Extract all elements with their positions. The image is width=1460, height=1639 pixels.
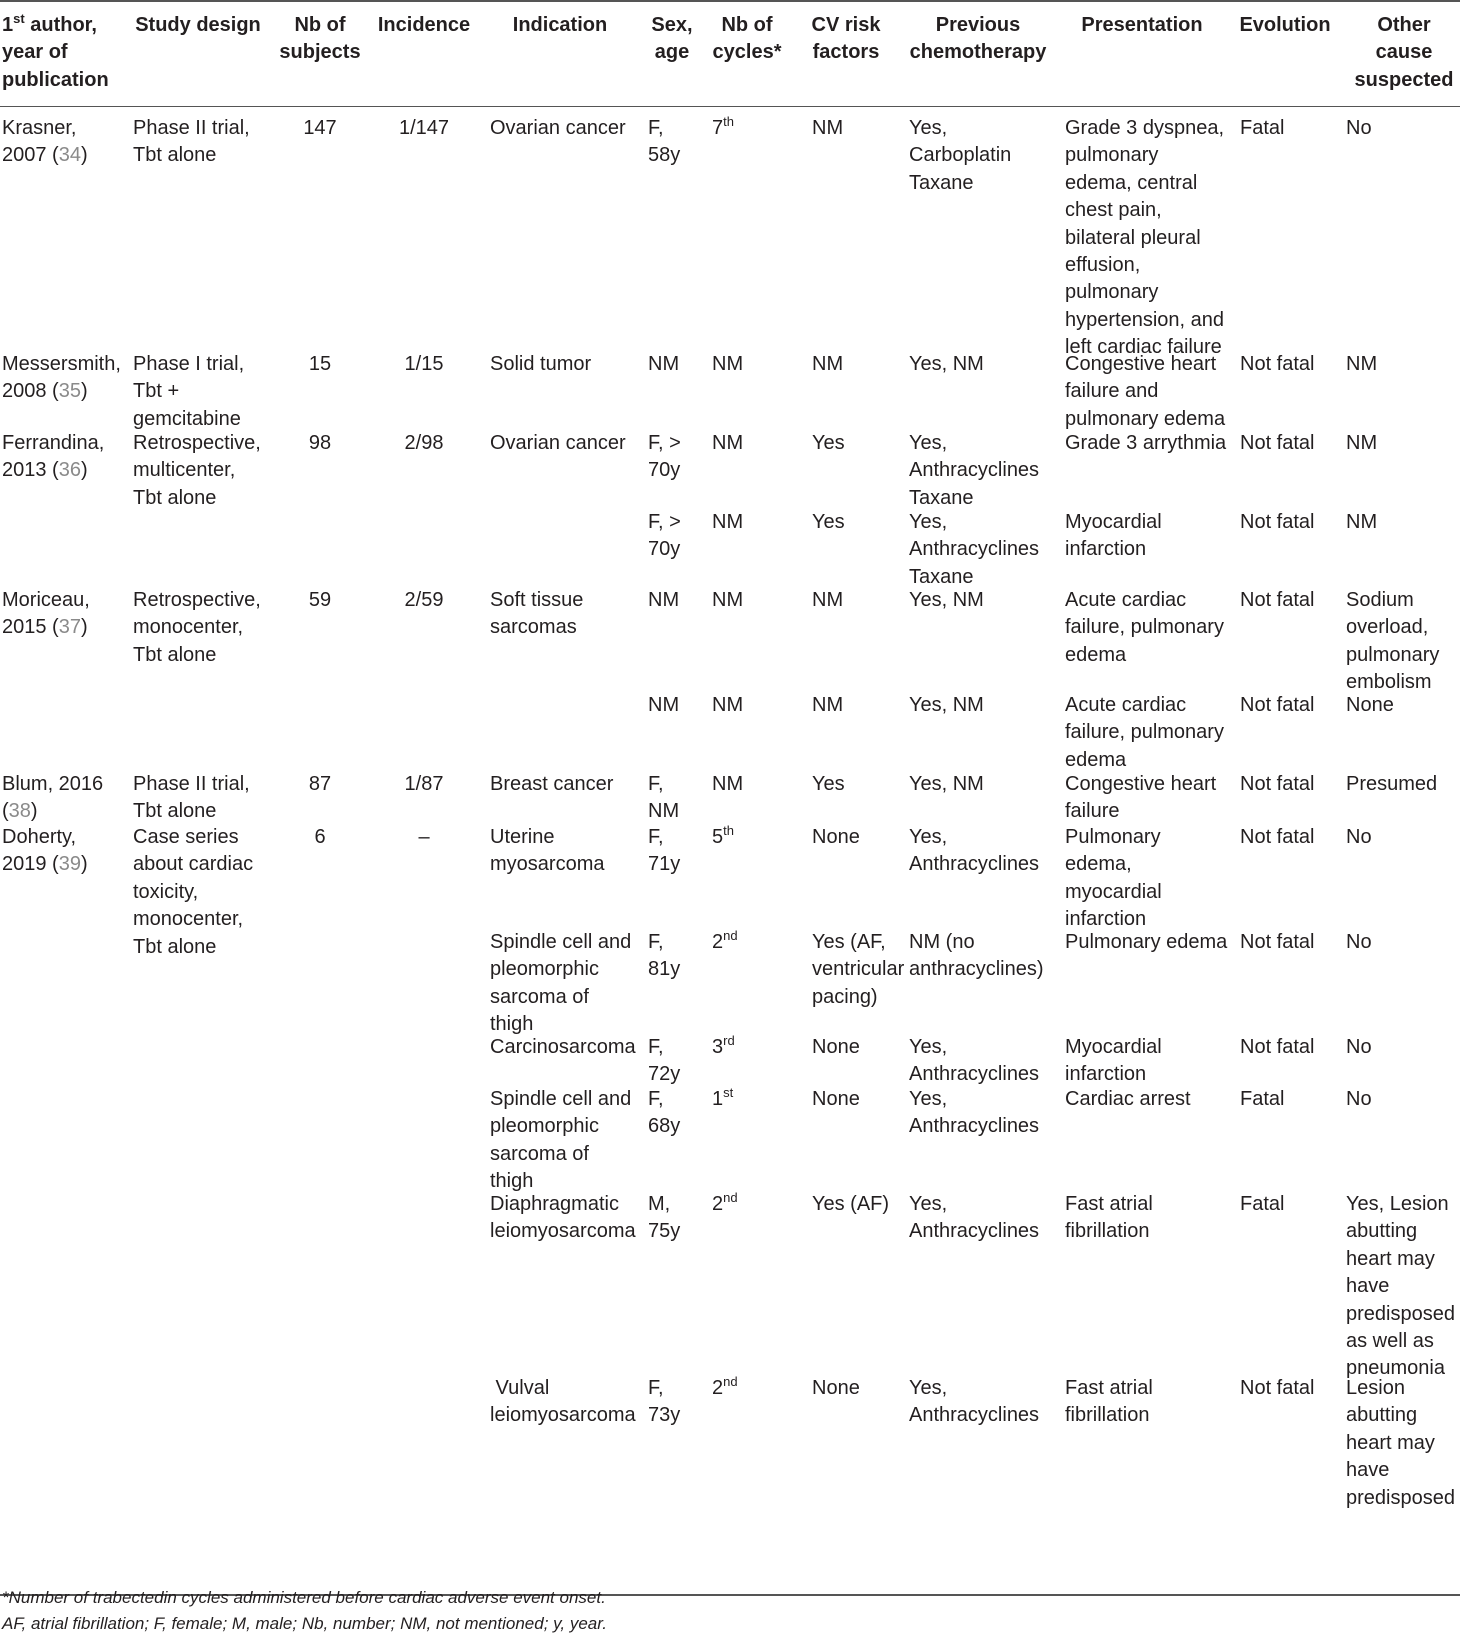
header-evolution: Evolution [1239,14,1331,36]
case-evolution: Not fatal [1240,826,1315,848]
case-sex: F, NM [648,773,680,823]
case-evolution: Not fatal [1240,694,1315,716]
case-cv: NM [812,353,844,375]
case-other: No [1346,931,1372,953]
case-cv: None [812,1088,860,1110]
case-cycles: 2nd [712,928,738,953]
case-cycles: NM [712,694,744,716]
header-indication: Indication [512,14,608,36]
case-cycles: NM [712,589,744,611]
case-cv: Yes (AF, ventricular pacing) [812,931,905,1008]
case-other: No [1346,117,1372,139]
case-evolution: Fatal [1240,117,1285,139]
case-sex: F, 68y [648,1088,681,1138]
case-chemo: Yes, Carboplatin Taxane [909,117,1012,194]
case-chemo: Yes, Anthracyclines [909,826,1040,876]
case-other: Presumed [1346,773,1438,795]
study-author: Ferrandina, 2013 (36) [2,432,105,482]
header-design: Study design [135,14,261,36]
case-cv: Yes (AF) [812,1193,890,1215]
case-sex: M, 75y [648,1193,681,1243]
study-incidence: 2/98 [404,432,444,454]
case-other: No [1346,1036,1372,1058]
case-evolution: Not fatal [1240,511,1315,533]
case-other: Lesion abutting heart may have predisposed [1346,1377,1455,1509]
case-other: Sodium overload, pulmonary embolism [1346,589,1440,694]
case-chemo: Yes, Anthracyclines Taxane [909,432,1040,509]
case-cycles: 7th [712,114,734,139]
case-chemo: Yes, NM [909,694,984,716]
case-presentation: Fast atrial fibrillation [1065,1377,1153,1427]
study-design: Case series about cardiac toxicity, monocenter, Tbt alone [133,826,254,958]
case-indication: Ovarian cancer [490,432,626,454]
case-indication: Soft tissue sarcomas [490,589,584,639]
reference-link[interactable]: 34 [58,144,81,167]
case-presentation: Congestive heart failure and pulmonary edema [1065,353,1226,430]
case-evolution: Not fatal [1240,353,1315,375]
case-presentation: Myocardial infarction [1065,511,1162,561]
case-evolution: Fatal [1240,1193,1285,1215]
case-cycles: 2nd [712,1190,738,1215]
case-other: No [1346,826,1372,848]
study-subjects: 87 [308,773,332,795]
case-cv: None [812,1036,860,1058]
case-cycles: 5th [712,823,734,848]
case-chemo: Yes, NM [909,353,984,375]
case-evolution: Not fatal [1240,1377,1315,1399]
study-incidence: – [418,826,430,848]
case-indication: Carcinosarcoma [490,1036,636,1058]
reference-link[interactable]: 39 [58,853,81,876]
footnote-cycles: *Number of trabectedin cycles administered before cardiac adverse event onset. [2,1588,606,1607]
case-presentation: Grade 3 dyspnea, pulmonary edema, central chest pain, bilateral pleural effusion, pulmonary hypertension, and left cardiac failure [1065,117,1225,359]
case-chemo: Yes, NM [909,589,984,611]
case-presentation: Pulmonary edema [1065,931,1228,953]
case-cv: Yes [812,511,845,533]
header-presentation: Presentation [1081,14,1203,36]
case-sex: F, > 70y [648,511,681,561]
case-sex: NM [648,353,680,375]
case-chemo: Yes, Anthracyclines [909,1088,1040,1138]
case-cv: Yes [812,432,845,454]
case-evolution: Not fatal [1240,1036,1315,1058]
case-presentation: Myocardial infarction [1065,1036,1162,1086]
case-chemo: NM (no anthracyclines) [909,931,1044,981]
study-subjects: 59 [308,589,332,611]
case-sex: F, 71y [648,826,681,876]
case-cycles: NM [712,773,744,795]
case-evolution: Not fatal [1240,589,1315,611]
header-subjects: Nb of subjects [279,14,361,64]
case-sex: F, 81y [648,931,681,981]
case-presentation: Acute cardiac failure, pulmonary edema [1065,694,1224,771]
header-cv: CV risk factors [811,14,881,64]
study-design: Retrospective, monocenter, Tbt alone [133,589,261,666]
case-sex: F, > 70y [648,432,681,482]
study-incidence: 2/59 [404,589,444,611]
case-other: No [1346,1088,1372,1110]
study-incidence: 1/147 [398,117,450,139]
case-evolution: Fatal [1240,1088,1285,1110]
study-author: Krasner, 2007 (34) [2,117,88,167]
case-other: NM [1346,353,1378,375]
study-incidence: 1/87 [404,773,444,795]
case-indication: Solid tumor [490,353,592,375]
case-cv: NM [812,589,844,611]
case-sex: F, 73y [648,1377,681,1427]
case-evolution: Not fatal [1240,931,1315,953]
case-chemo: Yes, Anthracyclines [909,1193,1040,1243]
study-incidence: 1/15 [404,353,444,375]
case-indication: Uterine myosarcoma [490,826,605,876]
case-indication: Diaphragmatic leiomyosarcoma [490,1193,636,1243]
case-presentation: Fast atrial fibrillation [1065,1193,1153,1243]
study-design: Phase II trial, Tbt alone [133,773,250,823]
case-evolution: Not fatal [1240,773,1315,795]
case-sex: NM [648,589,680,611]
study-design: Phase I trial, Tbt + gemcitabine [133,353,245,430]
case-indication: Vulval leiomyosarcoma [490,1377,636,1427]
case-presentation: Grade 3 arrythmia [1065,432,1227,454]
study-author: Doherty, 2019 (39) [2,826,88,876]
case-other: None [1346,694,1394,716]
case-cv: None [812,1377,860,1399]
footnote-abbreviations: AF, atrial fibrillation; F, female; M, male; Nb, number; NM, not mentioned; y, year. [2,1614,608,1633]
case-evolution: Not fatal [1240,432,1315,454]
study-design: Retrospective, multicenter, Tbt alone [133,432,261,509]
case-cycles: NM [712,511,744,533]
case-presentation: Pulmonary edema, myocardial infarction [1065,826,1162,931]
header-other: Other cause suspected [1354,14,1454,91]
study-subjects: 147 [303,117,337,139]
case-presentation: Acute cardiac failure, pulmonary edema [1065,589,1224,666]
case-chemo: Yes, NM [909,773,984,795]
case-cycles: 1st [712,1085,734,1110]
case-sex: NM [648,694,680,716]
case-cv: NM [812,694,844,716]
case-indication: Ovarian cancer [490,117,626,139]
study-subjects: 6 [314,826,326,848]
header-cycles: Nb of cycles* [712,14,782,64]
case-other: NM [1346,432,1378,454]
case-presentation: Cardiac arrest [1065,1088,1191,1110]
case-chemo: Yes, Anthracyclines [909,1377,1040,1427]
reference-link[interactable]: 38 [8,800,31,823]
case-cycles: 2nd [712,1374,738,1399]
case-cycles: NM [712,353,744,375]
case-chemo: Yes, Anthracyclines Taxane [909,511,1040,588]
study-author: Blum, 2016 (38) [2,773,104,823]
header-author: 1st author, year of publication [2,11,109,91]
study-author: Messersmith, 2008 (35) [2,353,121,403]
case-chemo: Yes, Anthracyclines [909,1036,1040,1086]
case-other: Yes, Lesion abutting heart may have predisposed as well as pneumonia [1346,1193,1455,1380]
case-sex: F, 58y [648,117,681,167]
case-indication: Spindle cell and pleomorphic sarcoma of thigh [490,931,632,1036]
study-design: Phase II trial, Tbt alone [133,117,250,167]
study-author: Moriceau, 2015 (37) [2,589,90,639]
case-indication: Spindle cell and pleomorphic sarcoma of thigh [490,1088,632,1193]
header-incidence: Incidence [377,14,471,36]
case-cv: NM [812,117,844,139]
case-cycles: 3rd [712,1033,735,1058]
case-indication: Breast cancer [490,773,614,795]
header-divider [0,106,1460,107]
case-cycles: NM [712,432,744,454]
study-subjects: 15 [308,353,332,375]
case-other: NM [1346,511,1378,533]
case-cv: Yes [812,773,845,795]
header-chemo: Previous chemotherapy [909,14,1047,64]
reference-link[interactable]: 35 [58,380,81,403]
case-sex: F, 72y [648,1036,681,1086]
header-sex: Sex, age [651,14,693,64]
study-subjects: 98 [308,432,332,454]
reference-link[interactable]: 36 [58,459,81,482]
case-cv: None [812,826,860,848]
case-presentation: Congestive heart failure [1065,773,1217,823]
reference-link[interactable]: 37 [58,616,81,639]
